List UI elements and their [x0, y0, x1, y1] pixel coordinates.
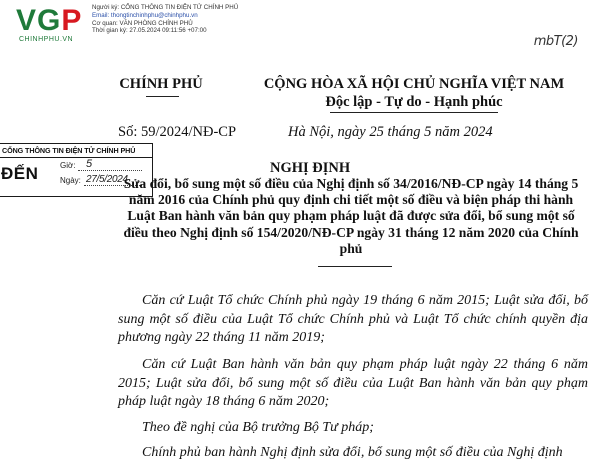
- decree-summary: Sửa đổi, bổ sung một số điều của Nghị định số 34/2016/NĐ-CP ngày 14 tháng 5 năm 2016 của Chính phủ quy định chi tiết một số điều và biện pháp thi hành Luật Ban hành văn bản quy phạm pháp luật đã được sửa đổi, bổ sung một số điều theo Nghị định số 154/2020/NĐ-CP ngày 31 tháng 12 năm 2020 của Chính phủ: [123, 176, 579, 256]
- place-date: Hà Nội, ngày 25 tháng 5 năm 2024: [288, 124, 493, 140]
- signature-signer: Người ký: CỔNG THÔNG TIN ĐIỆN TỬ CHÍNH PHỦ: [92, 4, 239, 11]
- stamp-received-label: ĐẾN: [1, 164, 39, 183]
- summary-divider: [318, 266, 392, 267]
- issuer-name: CHÍNH PHỦ: [119, 76, 203, 92]
- handwritten-mark: mbT(2): [533, 34, 578, 49]
- stamp-hour-value: 5: [86, 158, 93, 170]
- stamp-hour-label: Giờ:: [60, 161, 76, 170]
- signature-agency: Cơ quan: VĂN PHÒNG CHÍNH PHỦ: [92, 19, 193, 27]
- logo-letter-g: G: [37, 4, 62, 37]
- motto-divider: [330, 112, 498, 113]
- signature-email: Email: thongtinchinhphu@chinhphu.vn: [92, 11, 198, 19]
- decree-title: NGHỊ ĐỊNH: [270, 160, 351, 176]
- stamp-hour-line: [78, 170, 142, 171]
- proposal-paragraph: Theo đề nghị của Bộ trưởng Bộ Tư pháp;: [142, 420, 374, 435]
- national-motto: Độc lập - Tự do - Hạnh phúc: [325, 94, 503, 110]
- national-title: CỘNG HÒA XÃ HỘI CHỦ NGHĨA VIỆT NAM: [263, 76, 565, 92]
- stamp-date-value: 27/5/2024: [86, 174, 128, 185]
- logo-subtitle: CHINHPHU.VN: [19, 36, 74, 43]
- stamp-date-label: Ngày:: [60, 176, 81, 185]
- enactment-paragraph: Chính phủ ban hành Nghị định sửa đổi, bổ sung một số điều của Nghị định: [142, 445, 563, 460]
- logo-letter-v: V: [16, 4, 38, 37]
- legal-basis-paragraph: Căn cứ Luật Ban hành văn bản quy phạm pháp luật ngày 22 tháng 6 năm 2015; Luật sửa đổi, bổ sung một số điều của Luật Ban hành văn bản quy phạm pháp luật ngày 18 tháng 6 năm 2020;: [118, 357, 588, 410]
- issuer-divider: [146, 96, 179, 97]
- stamp-divider: [0, 157, 152, 158]
- logo-letter-p: P: [61, 4, 83, 37]
- signature-time: Thời gian ký: 27.05.2024 09:11:56 +07:00: [92, 27, 207, 35]
- legal-basis-paragraph: Căn cứ Luật Tổ chức Chính phủ ngày 19 tháng 6 năm 2015; Luật sửa đổi, bổ sung một số điều của Luật Tổ chức Chính phủ và Luật Tổ chức chính quyền địa phương ngày 22 tháng 11 năm 2019;: [118, 293, 588, 346]
- vgp-logo: [16, 6, 82, 36]
- digital-signature-info: [92, 4, 238, 35]
- document-number: Số: 59/2024/NĐ-CP: [118, 124, 237, 140]
- stamp-organization: CỔNG THÔNG TIN ĐIỆN TỬ CHÍNH PHỦ: [2, 146, 136, 155]
